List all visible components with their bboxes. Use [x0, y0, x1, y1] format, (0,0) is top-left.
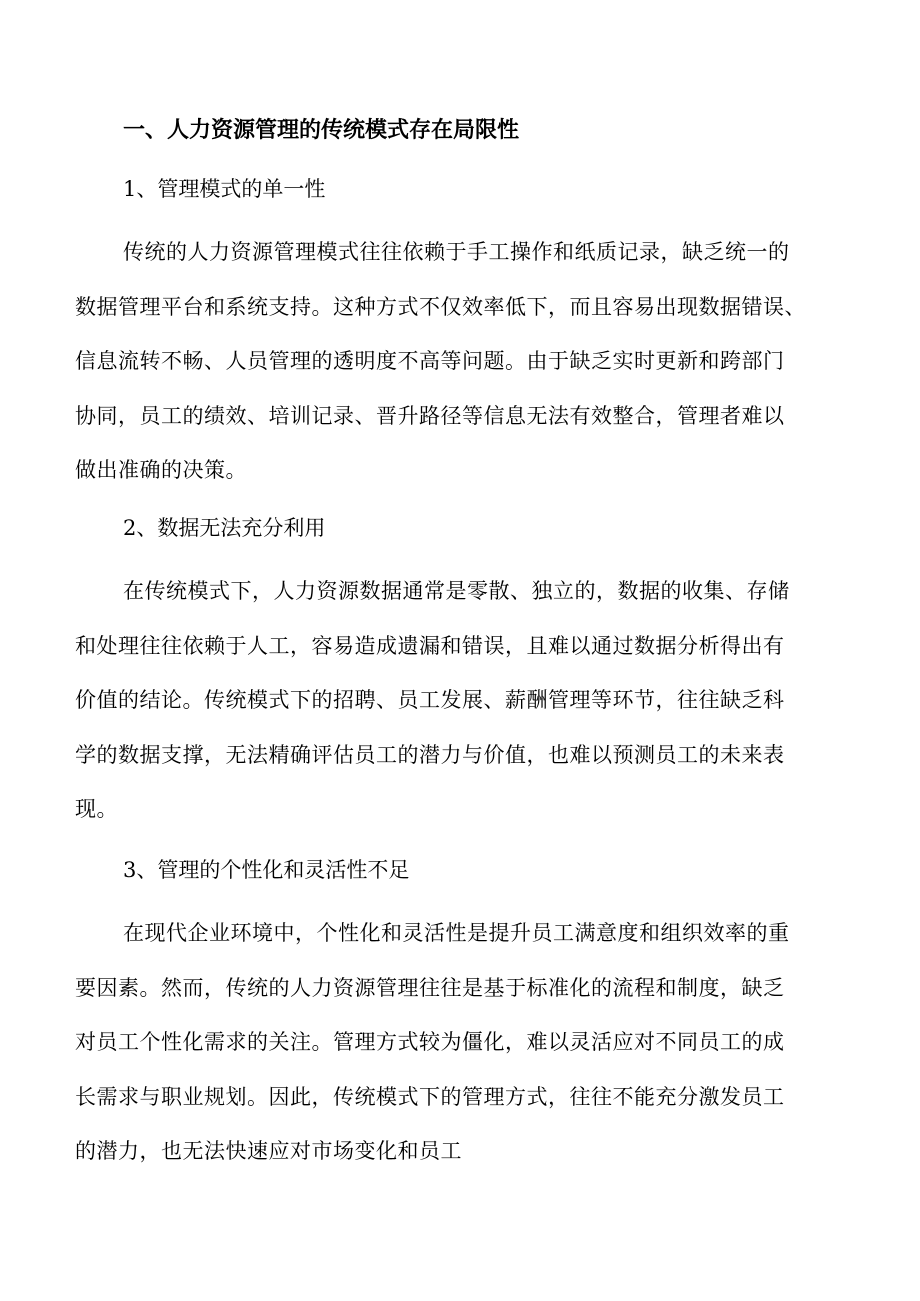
paragraph-1: [75, 225, 855, 498]
subsection-title-3: 3、管理的个性化和灵活性不足: [123, 858, 410, 882]
paragraph-line: 信息流转不畅、人员管理的透明度不高等问题。由于缺乏实时更新和跨部门: [75, 349, 785, 373]
paragraph-line: 现。: [75, 797, 118, 821]
paragraph-line: 在传统模式下，人力资源数据通常是零散、独立的，数据的收集、存储: [123, 579, 790, 603]
paragraph-line: 学的数据支撑，无法精确评估员工的潜力与价值，也难以预测员工的未来表: [75, 742, 785, 767]
paragraph-line: 在现代企业环境中，个性化和灵活性是提升员工满意度和组织效率的重: [123, 921, 790, 945]
paragraph-line: 数据管理平台和系统支持。这种方式不仅效率低下，而且容易出现数据错误、: [75, 294, 806, 319]
paragraph-line: 的潜力，也无法快速应对市场变化和员工: [75, 1139, 462, 1163]
paragraph-line: 价值的结论。传统模式下的招聘、员工发展、薪酬管理等环节，往往缺乏科: [75, 688, 785, 712]
paragraph-line: 协同，员工的绩效、培训记录、晋升路径等信息无法有效整合，管理者难以: [75, 403, 785, 428]
paragraph-3: [75, 906, 855, 1179]
subsection-title-2: 2、数据无法充分利用: [123, 516, 326, 540]
paragraph-line: 长需求与职业规划。因此，传统模式下的管理方式，往往不能充分激发员工: [75, 1084, 785, 1109]
subsection-title-1: 1、管理模式的单一性: [123, 177, 326, 201]
paragraph-line: 传统的人力资源管理模式往往依赖于手工操作和纸质记录，缺乏统一的: [123, 240, 790, 264]
paragraph-line: 做出准确的决策。: [75, 458, 247, 482]
paragraph-line: 要因素。然而，传统的人力资源管理往往是基于标准化的流程和制度，缺乏: [75, 975, 785, 1000]
paragraph-line: 和处理往往依赖于人工，容易造成遗漏和错误，且难以通过数据分析得出有: [75, 633, 785, 658]
paragraph-line: 对员工个性化需求的关注。管理方式较为僵化，难以灵活应对不同员工的成: [75, 1030, 785, 1054]
paragraph-2: [75, 564, 855, 837]
section-heading: 一、人力资源管理的传统模式存在局限性: [123, 118, 520, 143]
